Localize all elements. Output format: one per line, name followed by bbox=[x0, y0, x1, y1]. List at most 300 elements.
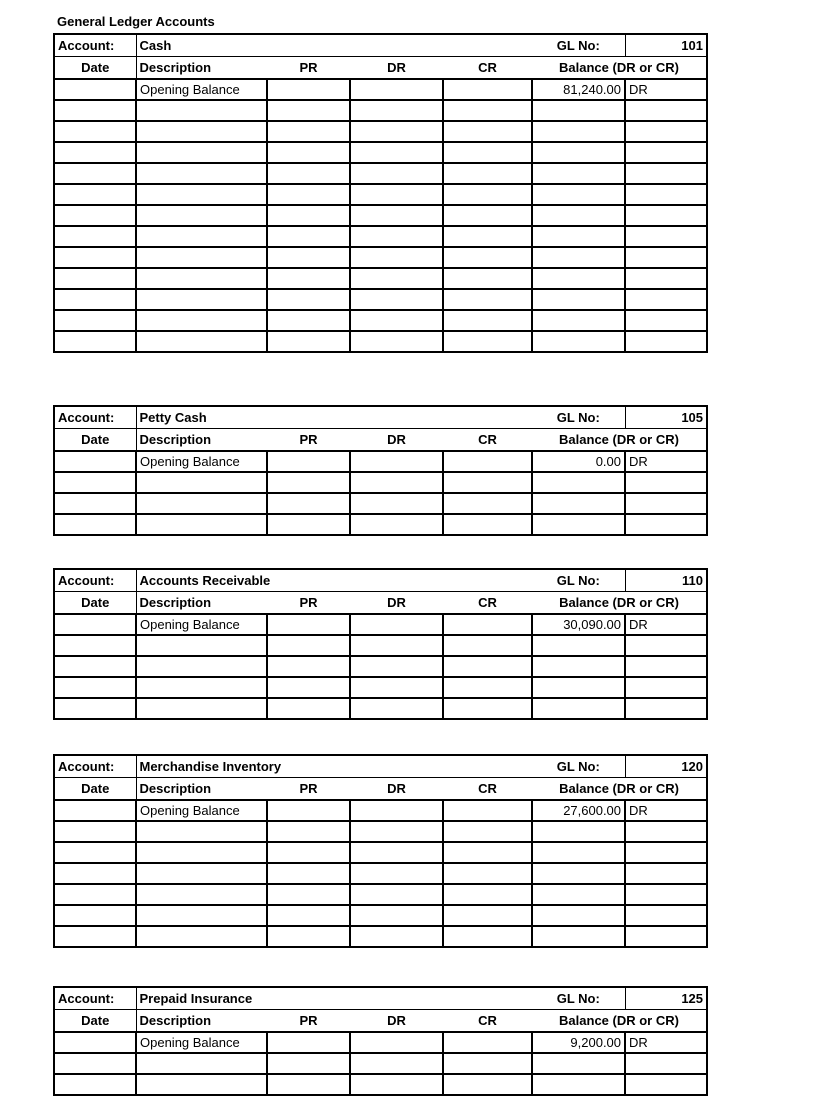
cr-cell[interactable] bbox=[443, 698, 532, 719]
dr-cell[interactable] bbox=[350, 268, 443, 289]
date-cell[interactable] bbox=[54, 226, 136, 247]
cr-cell[interactable] bbox=[443, 493, 532, 514]
cr-cell[interactable] bbox=[443, 1053, 532, 1074]
account-name: Prepaid Insurance bbox=[136, 987, 443, 1010]
ledger-entry-row bbox=[54, 821, 707, 842]
description-header: Description bbox=[136, 778, 267, 801]
cr-cell[interactable] bbox=[443, 884, 532, 905]
balance-side-cell[interactable] bbox=[625, 331, 707, 352]
dr-header: DR bbox=[350, 1010, 443, 1033]
ledger-entry-row bbox=[54, 331, 707, 352]
dr-cell[interactable] bbox=[350, 800, 443, 821]
dr-cell[interactable] bbox=[350, 184, 443, 205]
description-cell[interactable] bbox=[136, 698, 267, 719]
balance-side-cell[interactable] bbox=[625, 821, 707, 842]
date-cell[interactable] bbox=[54, 331, 136, 352]
date-cell[interactable] bbox=[54, 142, 136, 163]
dr-cell[interactable] bbox=[350, 821, 443, 842]
opening-balance-label: Opening Balance bbox=[136, 79, 267, 100]
ledger-entry-row bbox=[54, 698, 707, 719]
description-cell[interactable] bbox=[136, 514, 267, 535]
date-cell[interactable] bbox=[54, 493, 136, 514]
account-name: Merchandise Inventory bbox=[136, 755, 443, 778]
cr-cell[interactable] bbox=[443, 163, 532, 184]
account-label: Account: bbox=[54, 406, 136, 429]
description-cell[interactable] bbox=[136, 821, 267, 842]
description-cell[interactable] bbox=[136, 635, 267, 656]
date-header: Date bbox=[54, 1010, 136, 1033]
date-cell[interactable] bbox=[54, 677, 136, 698]
balance-amount-cell[interactable] bbox=[532, 514, 625, 535]
gl-no-label: GL No: bbox=[532, 34, 625, 57]
date-cell[interactable] bbox=[54, 184, 136, 205]
description-cell[interactable] bbox=[136, 142, 267, 163]
balance-amount-cell[interactable] bbox=[532, 1053, 625, 1074]
description-cell[interactable] bbox=[136, 842, 267, 863]
pr-header: PR bbox=[267, 57, 350, 80]
date-cell[interactable] bbox=[54, 800, 136, 821]
balance-amount-cell[interactable] bbox=[532, 677, 625, 698]
balance-amount-cell[interactable] bbox=[532, 926, 625, 947]
dr-cell[interactable] bbox=[350, 656, 443, 677]
balance-amount-cell[interactable] bbox=[532, 331, 625, 352]
dr-cell[interactable] bbox=[350, 205, 443, 226]
date-header: Date bbox=[54, 592, 136, 615]
dr-cell[interactable] bbox=[350, 451, 443, 472]
dr-cell[interactable] bbox=[350, 79, 443, 100]
opening-balance-amount: 27,600.00 bbox=[532, 800, 625, 821]
pr-cell[interactable] bbox=[267, 656, 350, 677]
pr-header: PR bbox=[267, 1010, 350, 1033]
balance-side-cell[interactable] bbox=[625, 884, 707, 905]
description-header: Description bbox=[136, 429, 267, 452]
pr-cell[interactable] bbox=[267, 451, 350, 472]
dr-header: DR bbox=[350, 592, 443, 615]
balance-header: Balance (DR or CR) bbox=[532, 778, 707, 801]
ledger-entry-row bbox=[54, 884, 707, 905]
account-label: Account: bbox=[54, 987, 136, 1010]
date-header: Date bbox=[54, 778, 136, 801]
cr-cell[interactable] bbox=[443, 79, 532, 100]
balance-amount-cell[interactable] bbox=[532, 884, 625, 905]
date-cell[interactable] bbox=[54, 1074, 136, 1095]
balance-amount-cell[interactable] bbox=[532, 247, 625, 268]
dr-cell[interactable] bbox=[350, 472, 443, 493]
cr-cell[interactable] bbox=[443, 677, 532, 698]
cr-header: CR bbox=[443, 778, 532, 801]
ledger-account-4 bbox=[53, 754, 706, 948]
balance-amount-cell[interactable] bbox=[532, 905, 625, 926]
dr-cell[interactable] bbox=[350, 493, 443, 514]
date-cell[interactable] bbox=[54, 863, 136, 884]
balance-amount-cell[interactable] bbox=[532, 100, 625, 121]
cr-cell[interactable] bbox=[443, 184, 532, 205]
cr-cell[interactable] bbox=[443, 821, 532, 842]
balance-side-cell[interactable] bbox=[625, 142, 707, 163]
cr-cell[interactable] bbox=[443, 863, 532, 884]
pr-cell[interactable] bbox=[267, 677, 350, 698]
cr-cell[interactable] bbox=[443, 656, 532, 677]
cr-cell[interactable] bbox=[443, 842, 532, 863]
description-cell[interactable] bbox=[136, 863, 267, 884]
pr-cell[interactable] bbox=[267, 289, 350, 310]
description-cell[interactable] bbox=[136, 226, 267, 247]
description-cell[interactable] bbox=[136, 289, 267, 310]
date-cell[interactable] bbox=[54, 926, 136, 947]
pr-header: PR bbox=[267, 778, 350, 801]
opening-balance-label: Opening Balance bbox=[136, 1032, 267, 1053]
dr-cell[interactable] bbox=[350, 1032, 443, 1053]
cr-cell[interactable] bbox=[443, 451, 532, 472]
ledger-table bbox=[53, 986, 708, 1096]
pr-cell[interactable] bbox=[267, 310, 350, 331]
account-name: Cash bbox=[136, 34, 443, 57]
dr-cell[interactable] bbox=[350, 884, 443, 905]
balance-side-cell[interactable] bbox=[625, 100, 707, 121]
balance-amount-cell[interactable] bbox=[532, 184, 625, 205]
pr-cell[interactable] bbox=[267, 842, 350, 863]
balance-header: Balance (DR or CR) bbox=[532, 592, 707, 615]
pr-cell[interactable] bbox=[267, 635, 350, 656]
date-cell[interactable] bbox=[54, 821, 136, 842]
dr-cell[interactable] bbox=[350, 842, 443, 863]
dr-cell[interactable] bbox=[350, 121, 443, 142]
balance-side-cell[interactable] bbox=[625, 163, 707, 184]
cr-cell[interactable] bbox=[443, 905, 532, 926]
pr-cell[interactable] bbox=[267, 1053, 350, 1074]
date-cell[interactable] bbox=[54, 100, 136, 121]
description-cell[interactable] bbox=[136, 493, 267, 514]
date-header: Date bbox=[54, 57, 136, 80]
date-cell[interactable] bbox=[54, 1053, 136, 1074]
balance-side-cell[interactable] bbox=[625, 905, 707, 926]
cr-header: CR bbox=[443, 592, 532, 615]
opening-row bbox=[54, 800, 707, 821]
date-cell[interactable] bbox=[54, 472, 136, 493]
ledger-table bbox=[53, 754, 708, 948]
page-title: General Ledger Accounts bbox=[57, 14, 215, 29]
date-cell[interactable] bbox=[54, 635, 136, 656]
balance-side-cell[interactable] bbox=[625, 677, 707, 698]
cr-cell[interactable] bbox=[443, 310, 532, 331]
date-cell[interactable] bbox=[54, 656, 136, 677]
gl-no-label: GL No: bbox=[532, 987, 625, 1010]
dr-cell[interactable] bbox=[350, 514, 443, 535]
cr-header: CR bbox=[443, 57, 532, 80]
balance-amount-cell[interactable] bbox=[532, 205, 625, 226]
ledger-entry-row bbox=[54, 268, 707, 289]
pr-cell[interactable] bbox=[267, 821, 350, 842]
pr-cell[interactable] bbox=[267, 614, 350, 635]
dr-cell[interactable] bbox=[350, 614, 443, 635]
balance-amount-cell[interactable] bbox=[532, 493, 625, 514]
date-cell[interactable] bbox=[54, 289, 136, 310]
gl-number: 125 bbox=[625, 987, 707, 1010]
dr-cell[interactable] bbox=[350, 289, 443, 310]
ledger-entry-row bbox=[54, 1053, 707, 1074]
pr-cell[interactable] bbox=[267, 905, 350, 926]
pr-cell[interactable] bbox=[267, 800, 350, 821]
pr-cell[interactable] bbox=[267, 472, 350, 493]
ledger-entry-row bbox=[54, 842, 707, 863]
description-cell[interactable] bbox=[136, 472, 267, 493]
pr-cell[interactable] bbox=[267, 863, 350, 884]
pr-cell[interactable] bbox=[267, 163, 350, 184]
balance-amount-cell[interactable] bbox=[532, 142, 625, 163]
gl-no-label: GL No: bbox=[532, 406, 625, 429]
pr-cell[interactable] bbox=[267, 1074, 350, 1095]
ledger-account-2 bbox=[53, 405, 706, 536]
ledger-entry-row bbox=[54, 205, 707, 226]
opening-balance-side: DR bbox=[625, 614, 707, 635]
description-cell[interactable] bbox=[136, 1074, 267, 1095]
dr-header: DR bbox=[350, 778, 443, 801]
date-cell[interactable] bbox=[54, 247, 136, 268]
ledger-entry-row bbox=[54, 226, 707, 247]
dr-cell[interactable] bbox=[350, 905, 443, 926]
cr-cell[interactable] bbox=[443, 472, 532, 493]
ledger-entry-row bbox=[54, 863, 707, 884]
date-cell[interactable] bbox=[54, 514, 136, 535]
ledger-entry-row bbox=[54, 905, 707, 926]
opening-row bbox=[54, 451, 707, 472]
pr-cell[interactable] bbox=[267, 205, 350, 226]
date-cell[interactable] bbox=[54, 205, 136, 226]
balance-side-cell[interactable] bbox=[625, 698, 707, 719]
dr-cell[interactable] bbox=[350, 863, 443, 884]
balance-amount-cell[interactable] bbox=[532, 163, 625, 184]
dr-cell[interactable] bbox=[350, 163, 443, 184]
cr-cell[interactable] bbox=[443, 226, 532, 247]
date-cell[interactable] bbox=[54, 884, 136, 905]
cr-cell[interactable] bbox=[443, 205, 532, 226]
pr-cell[interactable] bbox=[267, 121, 350, 142]
gl-number: 101 bbox=[625, 34, 707, 57]
opening-balance-side: DR bbox=[625, 800, 707, 821]
account-label: Account: bbox=[54, 569, 136, 592]
balance-amount-cell[interactable] bbox=[532, 1074, 625, 1095]
gl-number: 105 bbox=[625, 406, 707, 429]
cr-cell[interactable] bbox=[443, 289, 532, 310]
date-cell[interactable] bbox=[54, 842, 136, 863]
description-cell[interactable] bbox=[136, 205, 267, 226]
pr-cell[interactable] bbox=[267, 184, 350, 205]
date-cell[interactable] bbox=[54, 1032, 136, 1053]
balance-side-cell[interactable] bbox=[625, 842, 707, 863]
ledger-entry-row bbox=[54, 247, 707, 268]
balance-side-cell[interactable] bbox=[625, 1053, 707, 1074]
description-header: Description bbox=[136, 57, 267, 80]
description-cell[interactable] bbox=[136, 100, 267, 121]
date-cell[interactable] bbox=[54, 905, 136, 926]
description-cell[interactable] bbox=[136, 884, 267, 905]
balance-amount-cell[interactable] bbox=[532, 121, 625, 142]
balance-header: Balance (DR or CR) bbox=[532, 1010, 707, 1033]
date-cell[interactable] bbox=[54, 451, 136, 472]
cr-cell[interactable] bbox=[443, 121, 532, 142]
ledger-entry-row bbox=[54, 472, 707, 493]
cr-cell[interactable] bbox=[443, 1032, 532, 1053]
pr-cell[interactable] bbox=[267, 884, 350, 905]
opening-row bbox=[54, 1032, 707, 1053]
cr-cell[interactable] bbox=[443, 142, 532, 163]
pr-cell[interactable] bbox=[267, 100, 350, 121]
balance-amount-cell[interactable] bbox=[532, 268, 625, 289]
date-cell[interactable] bbox=[54, 268, 136, 289]
balance-side-cell[interactable] bbox=[625, 635, 707, 656]
cr-cell[interactable] bbox=[443, 514, 532, 535]
balance-side-cell[interactable] bbox=[625, 226, 707, 247]
date-cell[interactable] bbox=[54, 121, 136, 142]
balance-side-cell[interactable] bbox=[625, 1074, 707, 1095]
balance-amount-cell[interactable] bbox=[532, 310, 625, 331]
date-cell[interactable] bbox=[54, 614, 136, 635]
dr-header: DR bbox=[350, 429, 443, 452]
description-cell[interactable] bbox=[136, 184, 267, 205]
ledger-entry-row bbox=[54, 677, 707, 698]
gl-number: 120 bbox=[625, 755, 707, 778]
description-cell[interactable] bbox=[136, 268, 267, 289]
cr-cell[interactable] bbox=[443, 926, 532, 947]
pr-cell[interactable] bbox=[267, 331, 350, 352]
opening-balance-amount: 9,200.00 bbox=[532, 1032, 625, 1053]
dr-cell[interactable] bbox=[350, 1074, 443, 1095]
date-cell[interactable] bbox=[54, 698, 136, 719]
balance-amount-cell[interactable] bbox=[532, 821, 625, 842]
balance-side-cell[interactable] bbox=[625, 493, 707, 514]
pr-header: PR bbox=[267, 429, 350, 452]
balance-side-cell[interactable] bbox=[625, 184, 707, 205]
ledger-table bbox=[53, 568, 708, 720]
cr-cell[interactable] bbox=[443, 1074, 532, 1095]
dr-cell[interactable] bbox=[350, 142, 443, 163]
cr-cell[interactable] bbox=[443, 331, 532, 352]
balance-amount-cell[interactable] bbox=[532, 863, 625, 884]
dr-cell[interactable] bbox=[350, 331, 443, 352]
account-name: Petty Cash bbox=[136, 406, 443, 429]
opening-balance-label: Opening Balance bbox=[136, 451, 267, 472]
dr-cell[interactable] bbox=[350, 247, 443, 268]
date-cell[interactable] bbox=[54, 79, 136, 100]
ledger-account-5 bbox=[53, 986, 706, 1096]
balance-side-cell[interactable] bbox=[625, 205, 707, 226]
cr-cell[interactable] bbox=[443, 268, 532, 289]
dr-cell[interactable] bbox=[350, 1053, 443, 1074]
pr-cell[interactable] bbox=[267, 493, 350, 514]
dr-cell[interactable] bbox=[350, 698, 443, 719]
date-cell[interactable] bbox=[54, 310, 136, 331]
dr-cell[interactable] bbox=[350, 635, 443, 656]
balance-amount-cell[interactable] bbox=[532, 289, 625, 310]
balance-amount-cell[interactable] bbox=[532, 656, 625, 677]
pr-cell[interactable] bbox=[267, 247, 350, 268]
balance-side-cell[interactable] bbox=[625, 656, 707, 677]
description-cell[interactable] bbox=[136, 926, 267, 947]
balance-amount-cell[interactable] bbox=[532, 698, 625, 719]
pr-header: PR bbox=[267, 592, 350, 615]
balance-amount-cell[interactable] bbox=[532, 635, 625, 656]
ledger-table bbox=[53, 33, 708, 353]
date-header: Date bbox=[54, 429, 136, 452]
description-cell[interactable] bbox=[136, 905, 267, 926]
cr-cell[interactable] bbox=[443, 247, 532, 268]
balance-side-cell[interactable] bbox=[625, 289, 707, 310]
pr-cell[interactable] bbox=[267, 226, 350, 247]
balance-side-cell[interactable] bbox=[625, 268, 707, 289]
dr-cell[interactable] bbox=[350, 677, 443, 698]
ledger-account-3 bbox=[53, 568, 706, 720]
gl-number: 110 bbox=[625, 569, 707, 592]
description-cell[interactable] bbox=[136, 163, 267, 184]
ledger-entry-row bbox=[54, 163, 707, 184]
dr-cell[interactable] bbox=[350, 226, 443, 247]
description-cell[interactable] bbox=[136, 310, 267, 331]
opening-balance-side: DR bbox=[625, 1032, 707, 1053]
cr-cell[interactable] bbox=[443, 100, 532, 121]
balance-side-cell[interactable] bbox=[625, 514, 707, 535]
balance-side-cell[interactable] bbox=[625, 472, 707, 493]
date-cell[interactable] bbox=[54, 163, 136, 184]
cr-header: CR bbox=[443, 429, 532, 452]
dr-cell[interactable] bbox=[350, 310, 443, 331]
ledger-entry-row bbox=[54, 1074, 707, 1095]
balance-side-cell[interactable] bbox=[625, 310, 707, 331]
balance-side-cell[interactable] bbox=[625, 121, 707, 142]
pr-cell[interactable] bbox=[267, 698, 350, 719]
ledger-entry-row bbox=[54, 493, 707, 514]
balance-header: Balance (DR or CR) bbox=[532, 57, 707, 80]
pr-cell[interactable] bbox=[267, 79, 350, 100]
ledger-entry-row bbox=[54, 142, 707, 163]
pr-cell[interactable] bbox=[267, 268, 350, 289]
ledger-entry-row bbox=[54, 514, 707, 535]
opening-balance-label: Opening Balance bbox=[136, 800, 267, 821]
balance-amount-cell[interactable] bbox=[532, 842, 625, 863]
balance-header: Balance (DR or CR) bbox=[532, 429, 707, 452]
dr-cell[interactable] bbox=[350, 100, 443, 121]
balance-side-cell[interactable] bbox=[625, 863, 707, 884]
opening-balance-side: DR bbox=[625, 451, 707, 472]
ledger-entry-row bbox=[54, 656, 707, 677]
gl-no-label: GL No: bbox=[532, 755, 625, 778]
account-label: Account: bbox=[54, 34, 136, 57]
balance-amount-cell[interactable] bbox=[532, 226, 625, 247]
pr-cell[interactable] bbox=[267, 926, 350, 947]
ledger-entry-row bbox=[54, 926, 707, 947]
dr-cell[interactable] bbox=[350, 926, 443, 947]
cr-cell[interactable] bbox=[443, 800, 532, 821]
pr-cell[interactable] bbox=[267, 142, 350, 163]
pr-cell[interactable] bbox=[267, 1032, 350, 1053]
description-cell[interactable] bbox=[136, 247, 267, 268]
description-cell[interactable] bbox=[136, 677, 267, 698]
balance-amount-cell[interactable] bbox=[532, 472, 625, 493]
balance-side-cell[interactable] bbox=[625, 926, 707, 947]
cr-cell[interactable] bbox=[443, 614, 532, 635]
balance-side-cell[interactable] bbox=[625, 247, 707, 268]
ledger-entry-row bbox=[54, 635, 707, 656]
ledger-table bbox=[53, 405, 708, 536]
description-cell[interactable] bbox=[136, 1053, 267, 1074]
description-cell[interactable] bbox=[136, 656, 267, 677]
description-cell[interactable] bbox=[136, 121, 267, 142]
description-cell[interactable] bbox=[136, 331, 267, 352]
cr-cell[interactable] bbox=[443, 635, 532, 656]
opening-balance-amount: 81,240.00 bbox=[532, 79, 625, 100]
opening-balance-amount: 30,090.00 bbox=[532, 614, 625, 635]
ledger-entry-row bbox=[54, 310, 707, 331]
pr-cell[interactable] bbox=[267, 514, 350, 535]
